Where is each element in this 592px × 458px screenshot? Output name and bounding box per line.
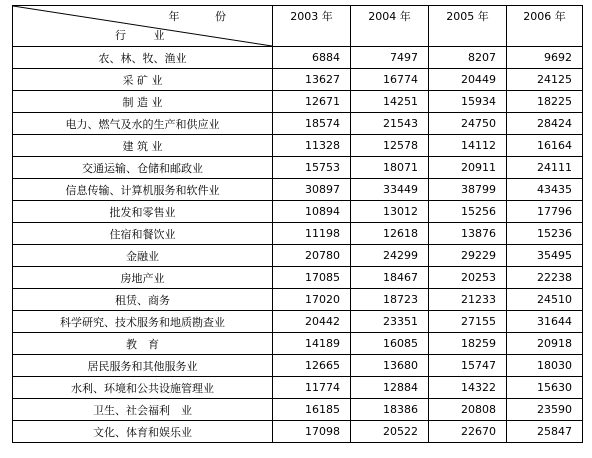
table-row bbox=[13, 333, 583, 355]
value-cell: 15753 bbox=[273, 157, 351, 179]
value-cell: 21543 bbox=[351, 113, 429, 135]
industry-cell: 信息传输、计算机服务和软件业 bbox=[13, 179, 273, 201]
value-cell: 24111 bbox=[507, 157, 583, 179]
value-cell: 25847 bbox=[507, 421, 583, 443]
value-cell: 35495 bbox=[507, 245, 583, 267]
table-row bbox=[13, 245, 583, 267]
table-row bbox=[13, 91, 583, 113]
table-row bbox=[13, 355, 583, 377]
value-cell: 22238 bbox=[507, 267, 583, 289]
table-row bbox=[13, 311, 583, 333]
value-cell: 20442 bbox=[273, 311, 351, 333]
year-header-2004: 2004 年 bbox=[351, 6, 429, 47]
industry-cell: 批发和零售业 bbox=[13, 201, 273, 223]
year-header-2006: 2006 年 bbox=[507, 6, 583, 47]
value-cell: 12884 bbox=[351, 377, 429, 399]
value-cell: 18071 bbox=[351, 157, 429, 179]
value-cell: 28424 bbox=[507, 113, 583, 135]
value-cell: 13627 bbox=[273, 69, 351, 91]
value-cell: 18030 bbox=[507, 355, 583, 377]
value-cell: 18225 bbox=[507, 91, 583, 113]
value-cell: 22670 bbox=[429, 421, 507, 443]
value-cell: 20522 bbox=[351, 421, 429, 443]
industry-cell: 卫生、社会福利 业 bbox=[13, 399, 273, 421]
value-cell: 27155 bbox=[429, 311, 507, 333]
value-cell: 18574 bbox=[273, 113, 351, 135]
value-cell: 12618 bbox=[351, 223, 429, 245]
value-cell: 20449 bbox=[429, 69, 507, 91]
value-cell: 17796 bbox=[507, 201, 583, 223]
year-header-2005: 2005 年 bbox=[429, 6, 507, 47]
industry-cell: 租赁、商务 bbox=[13, 289, 273, 311]
industry-cell: 科学研究、技术服务和地质勘查业 bbox=[13, 311, 273, 333]
value-cell: 13012 bbox=[351, 201, 429, 223]
value-cell: 18467 bbox=[351, 267, 429, 289]
value-cell: 14189 bbox=[273, 333, 351, 355]
year-header-2003: 2003 年 bbox=[273, 6, 351, 47]
value-cell: 24125 bbox=[507, 69, 583, 91]
value-cell: 10894 bbox=[273, 201, 351, 223]
industry-cell: 水利、环境和公共设施管理业 bbox=[13, 377, 273, 399]
value-cell: 21233 bbox=[429, 289, 507, 311]
value-cell: 20780 bbox=[273, 245, 351, 267]
table-row bbox=[13, 135, 583, 157]
value-cell: 17020 bbox=[273, 289, 351, 311]
value-cell: 18723 bbox=[351, 289, 429, 311]
industry-cell: 住宿和餐饮业 bbox=[13, 223, 273, 245]
value-cell: 12665 bbox=[273, 355, 351, 377]
table-row bbox=[13, 69, 583, 91]
industry-cell: 文化、体育和娱乐业 bbox=[13, 421, 273, 443]
value-cell: 12578 bbox=[351, 135, 429, 157]
value-cell: 8207 bbox=[429, 47, 507, 69]
value-cell: 11328 bbox=[273, 135, 351, 157]
corner-industry-label: 行 业 bbox=[115, 29, 177, 42]
value-cell: 38799 bbox=[429, 179, 507, 201]
table-row bbox=[13, 399, 583, 421]
value-cell: 6884 bbox=[273, 47, 351, 69]
value-cell: 16164 bbox=[507, 135, 583, 157]
value-cell: 16185 bbox=[273, 399, 351, 421]
value-cell: 7497 bbox=[351, 47, 429, 69]
value-cell: 15256 bbox=[429, 201, 507, 223]
table-row bbox=[13, 223, 583, 245]
industry-cell: 建 筑 业 bbox=[13, 135, 273, 157]
wage-table bbox=[12, 5, 583, 443]
industry-cell: 交通运输、仓储和邮政业 bbox=[13, 157, 273, 179]
value-cell: 13876 bbox=[429, 223, 507, 245]
value-cell: 43435 bbox=[507, 179, 583, 201]
value-cell: 17085 bbox=[273, 267, 351, 289]
table-row bbox=[13, 377, 583, 399]
value-cell: 15747 bbox=[429, 355, 507, 377]
table-row bbox=[13, 47, 583, 69]
corner-year-label: 年 份 bbox=[168, 10, 242, 23]
corner-header-cell bbox=[13, 6, 273, 47]
industry-cell: 农、林、牧、渔业 bbox=[13, 47, 273, 69]
value-cell: 30897 bbox=[273, 179, 351, 201]
value-cell: 14322 bbox=[429, 377, 507, 399]
industry-cell: 采 矿 业 bbox=[13, 69, 273, 91]
value-cell: 11774 bbox=[273, 377, 351, 399]
header-row bbox=[13, 6, 583, 47]
value-cell: 20911 bbox=[429, 157, 507, 179]
value-cell: 12671 bbox=[273, 91, 351, 113]
table-row bbox=[13, 179, 583, 201]
value-cell: 24510 bbox=[507, 289, 583, 311]
value-cell: 23351 bbox=[351, 311, 429, 333]
industry-cell: 教 育 bbox=[13, 333, 273, 355]
value-cell: 15934 bbox=[429, 91, 507, 113]
table-row bbox=[13, 267, 583, 289]
value-cell: 18386 bbox=[351, 399, 429, 421]
value-cell: 11198 bbox=[273, 223, 351, 245]
value-cell: 15630 bbox=[507, 377, 583, 399]
value-cell: 16085 bbox=[351, 333, 429, 355]
table-row bbox=[13, 157, 583, 179]
table-row bbox=[13, 421, 583, 443]
value-cell: 9692 bbox=[507, 47, 583, 69]
value-cell: 23590 bbox=[507, 399, 583, 421]
table-row bbox=[13, 201, 583, 223]
value-cell: 24299 bbox=[351, 245, 429, 267]
table-row bbox=[13, 113, 583, 135]
value-cell: 16774 bbox=[351, 69, 429, 91]
value-cell: 14251 bbox=[351, 91, 429, 113]
value-cell: 31644 bbox=[507, 311, 583, 333]
value-cell: 18259 bbox=[429, 333, 507, 355]
industry-cell: 金融业 bbox=[13, 245, 273, 267]
value-cell: 24750 bbox=[429, 113, 507, 135]
value-cell: 33449 bbox=[351, 179, 429, 201]
value-cell: 29229 bbox=[429, 245, 507, 267]
value-cell: 14112 bbox=[429, 135, 507, 157]
value-cell: 20808 bbox=[429, 399, 507, 421]
industry-cell: 制 造 业 bbox=[13, 91, 273, 113]
industry-cell: 居民服务和其他服务业 bbox=[13, 355, 273, 377]
value-cell: 20253 bbox=[429, 267, 507, 289]
value-cell: 17098 bbox=[273, 421, 351, 443]
table-row bbox=[13, 289, 583, 311]
value-cell: 13680 bbox=[351, 355, 429, 377]
value-cell: 15236 bbox=[507, 223, 583, 245]
industry-cell: 电力、燃气及水的生产和供应业 bbox=[13, 113, 273, 135]
industry-cell: 房地产业 bbox=[13, 267, 273, 289]
table-body bbox=[13, 47, 583, 443]
value-cell: 20918 bbox=[507, 333, 583, 355]
